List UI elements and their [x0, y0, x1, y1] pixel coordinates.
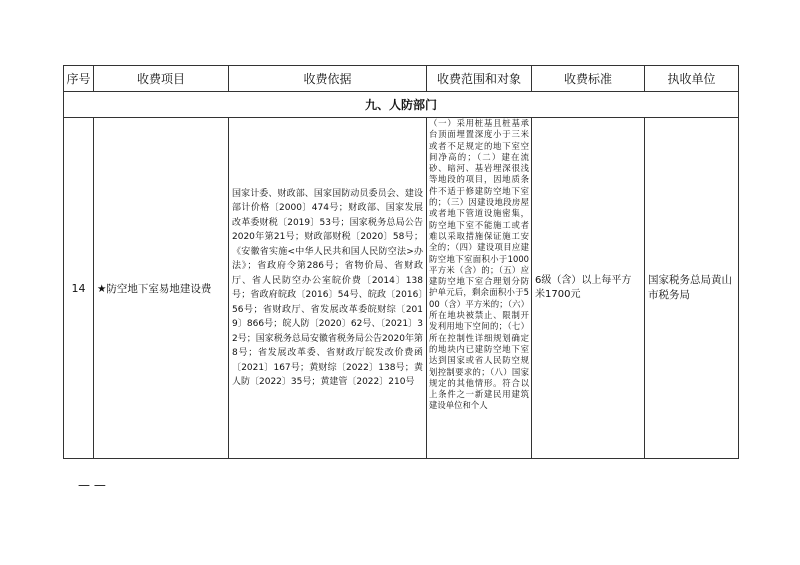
section-row: [64, 92, 739, 118]
header-basis: 收费依据: [229, 66, 427, 92]
page-footer-mark: — —: [78, 478, 106, 492]
row-number: 14: [64, 118, 94, 459]
fee-basis: 国家计委、财政部、国家国防动员委员会、建设部计价格〔2000〕474号；财政部、国家发展改革委财税〔2019〕53号；国家税务总局公告2020年第21号；财政部财税〔2020〕58号；《安徽省实施<中华人民共和国人民防空法>办法》；省政府令第286号；省物价局、省财政厅、省人民防空办公室皖价费〔2014〕138号；省政府皖政〔2016〕54号、皖政〔2016〕56号；省财政厅、省发展改革委皖财综〔2019〕866号；皖人防〔2020〕62号、〔2021〕32号；国家税务总局安徽省税务局公告2020年第8号；省发展改革委、省财政厅皖发改价费函〔2021〕167号；黄财综〔2022〕138号；黄人防〔2022〕35号；黄建管〔2022〕210号: [229, 118, 427, 459]
section-title: 九、人防部门: [64, 92, 739, 118]
header-unit: 执收单位: [645, 66, 739, 92]
fee-table: [63, 65, 739, 459]
fee-standard: 6级（含）以上每平方米1700元: [532, 118, 645, 459]
header-item: 收费项目: [94, 66, 229, 92]
table-header-row: [64, 66, 739, 92]
header-no: 序号: [64, 66, 94, 92]
fee-item: ★防空地下室易地建设费: [94, 118, 229, 459]
collecting-unit: 国家税务总局黄山市税务局: [645, 118, 739, 459]
header-standard: 收费标准: [532, 66, 645, 92]
header-scope: 收费范围和对象: [427, 66, 532, 92]
table-row: [64, 118, 739, 459]
fee-scope: （一）采用桩基且桩基承台顶面埋置深度小于三米或者不足规定的地下室空间净高的；（二）建在流砂、暗河、基岩埋深很浅等地段的项目，因地质条件不适于修建防空地下室的；（三）因建设地段房屋或者地下管道设施密集，防空地下室不能施工或者难以采取措施保证施工安全的；（四）建设项目应建防空地下室面积小于1000平方米（含）的；（五）应建防空地下室合理划分防护单元后，剩余面积小于500（含）平方米的；（六）所在地块被禁止、限制开发利用地下空间的；（七）所在控制性详细规划确定的地块内已建防空地下室达到国家或省人民防空规划控制要求的；（八）国家规定的其他情形。符合以上条件之一新建民用建筑建设单位和个人: [427, 118, 532, 459]
